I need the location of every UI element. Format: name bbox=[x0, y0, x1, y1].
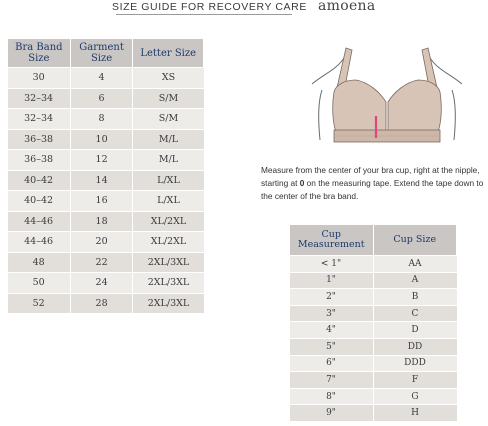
size-table-cell-band: 50 bbox=[8, 273, 71, 294]
size-table-cell-letter: 2XL/3XL bbox=[133, 252, 204, 273]
size-table-cell-letter: XS bbox=[133, 68, 204, 89]
instruction-text-end: on the measuring tape. Extend the tape down to the center of the bra band. bbox=[261, 178, 484, 201]
size-table-row bbox=[8, 129, 204, 150]
bra-measurement-illustration bbox=[306, 40, 468, 148]
page-title: SIZE GUIDE FOR RECOVERY CARE bbox=[112, 1, 307, 13]
size-table-cell-letter: S/M bbox=[133, 109, 204, 130]
size-table-cell-letter: XL/2XL bbox=[133, 211, 204, 232]
col-garment-size: Garment Size bbox=[70, 39, 133, 68]
size-table-cell-garment: 10 bbox=[70, 129, 133, 150]
cup-table-cell-size: DD bbox=[373, 338, 457, 355]
left-cup bbox=[333, 80, 386, 132]
cup-table-cell-measurement: 8" bbox=[290, 388, 374, 405]
cup-table-cell-size: C bbox=[373, 305, 457, 322]
cup-table-cell-measurement: < 1" bbox=[290, 256, 374, 273]
cup-table-cell-measurement: 5" bbox=[290, 338, 374, 355]
instruction-text-start: Measure from the center of your bra cup, right at the nipple, starting at bbox=[261, 165, 480, 188]
size-table-row bbox=[8, 293, 204, 314]
cup-table-cell-measurement: 4" bbox=[290, 322, 374, 339]
cup-table-row bbox=[290, 355, 457, 372]
size-table-cell-garment: 22 bbox=[70, 252, 133, 273]
size-table-cell-garment: 18 bbox=[70, 211, 133, 232]
size-table-cell-garment: 4 bbox=[70, 68, 133, 89]
size-table-cell-band: 36–38 bbox=[8, 129, 71, 150]
size-table-cell-garment: 20 bbox=[70, 232, 133, 253]
size-table-row bbox=[8, 252, 204, 273]
cup-table-row bbox=[290, 338, 457, 355]
size-table-cell-band: 52 bbox=[8, 293, 71, 314]
cup-table-cell-size: AA bbox=[373, 256, 457, 273]
size-table-row bbox=[8, 88, 204, 109]
size-table-cell-garment: 16 bbox=[70, 191, 133, 212]
size-table-cell-letter: L/XL bbox=[133, 191, 204, 212]
size-table-row bbox=[8, 68, 204, 89]
size-table-cell-band: 36–38 bbox=[8, 150, 71, 171]
size-table-cell-letter: XL/2XL bbox=[133, 232, 204, 253]
size-table-cell-band: 40–42 bbox=[8, 191, 71, 212]
size-table-cell-band: 44–46 bbox=[8, 232, 71, 253]
measurement-instructions bbox=[261, 164, 488, 203]
instruction-zero: 0 bbox=[299, 178, 305, 188]
cup-table-cell-measurement: 7" bbox=[290, 372, 374, 389]
size-table-cell-band: 32–34 bbox=[8, 109, 71, 130]
size-table-row bbox=[8, 211, 204, 232]
cup-table-header-row bbox=[290, 225, 457, 256]
title-underline bbox=[116, 14, 292, 15]
size-table-row bbox=[8, 232, 204, 253]
cup-table-cell-measurement: 9" bbox=[290, 405, 374, 422]
page-header bbox=[0, 0, 488, 16]
garment-size-table bbox=[7, 38, 204, 314]
size-table-cell-letter: 2XL/3XL bbox=[133, 293, 204, 314]
size-table-cell-letter: L/XL bbox=[133, 170, 204, 191]
size-table-row bbox=[8, 191, 204, 212]
cup-size-table bbox=[289, 224, 457, 422]
cup-table-cell-measurement: 3" bbox=[290, 305, 374, 322]
cup-table-cell-size: A bbox=[373, 272, 457, 289]
cup-table-cell-measurement: 1" bbox=[290, 272, 374, 289]
size-table-cell-garment: 24 bbox=[70, 273, 133, 294]
size-table-cell-letter: S/M bbox=[133, 88, 204, 109]
cup-table-row bbox=[290, 405, 457, 422]
size-table-cell-garment: 6 bbox=[70, 88, 133, 109]
cup-table-row bbox=[290, 372, 457, 389]
right-cup bbox=[388, 80, 441, 132]
cup-table-row bbox=[290, 256, 457, 273]
size-table-cell-letter: M/L bbox=[133, 150, 204, 171]
size-table-row bbox=[8, 109, 204, 130]
size-table-cell-band: 40–42 bbox=[8, 170, 71, 191]
col-bra-band-size: Bra Band Size bbox=[8, 39, 71, 68]
cup-table-cell-measurement: 2" bbox=[290, 289, 374, 306]
size-table-row bbox=[8, 150, 204, 171]
size-table-cell-band: 44–46 bbox=[8, 211, 71, 232]
cup-table-body bbox=[290, 256, 457, 422]
torso-outline bbox=[312, 58, 462, 84]
cup-table-row bbox=[290, 322, 457, 339]
size-table-cell-letter: 2XL/3XL bbox=[133, 273, 204, 294]
cup-table-row bbox=[290, 388, 457, 405]
cup-table-cell-size: D bbox=[373, 322, 457, 339]
cup-table-cell-size: B bbox=[373, 289, 457, 306]
size-table-cell-garment: 12 bbox=[70, 150, 133, 171]
size-table-cell-band: 48 bbox=[8, 252, 71, 273]
size-table-cell-garment: 8 bbox=[70, 109, 133, 130]
cup-table-row bbox=[290, 305, 457, 322]
col-cup-size: Cup Size bbox=[373, 225, 457, 256]
cup-table-cell-size: H bbox=[373, 405, 457, 422]
col-cup-measurement: Cup Measurement bbox=[290, 225, 374, 256]
cup-table-cell-measurement: 6" bbox=[290, 355, 374, 372]
size-table-cell-garment: 28 bbox=[70, 293, 133, 314]
cup-table-cell-size: G bbox=[373, 388, 457, 405]
cup-table-cell-size: F bbox=[373, 372, 457, 389]
size-table-row bbox=[8, 273, 204, 294]
cup-table-row bbox=[290, 272, 457, 289]
cup-table-row bbox=[290, 289, 457, 306]
size-table-body bbox=[8, 68, 204, 314]
col-letter-size: Letter Size bbox=[133, 39, 204, 68]
size-table-header-row bbox=[8, 39, 204, 68]
size-table-cell-band: 30 bbox=[8, 68, 71, 89]
size-table-cell-garment: 14 bbox=[70, 170, 133, 191]
size-table-cell-letter: M/L bbox=[133, 129, 204, 150]
size-table-row bbox=[8, 170, 204, 191]
cup-table-cell-size: DDD bbox=[373, 355, 457, 372]
size-table-cell-band: 32–34 bbox=[8, 88, 71, 109]
brand-logo: amoena bbox=[318, 0, 376, 14]
